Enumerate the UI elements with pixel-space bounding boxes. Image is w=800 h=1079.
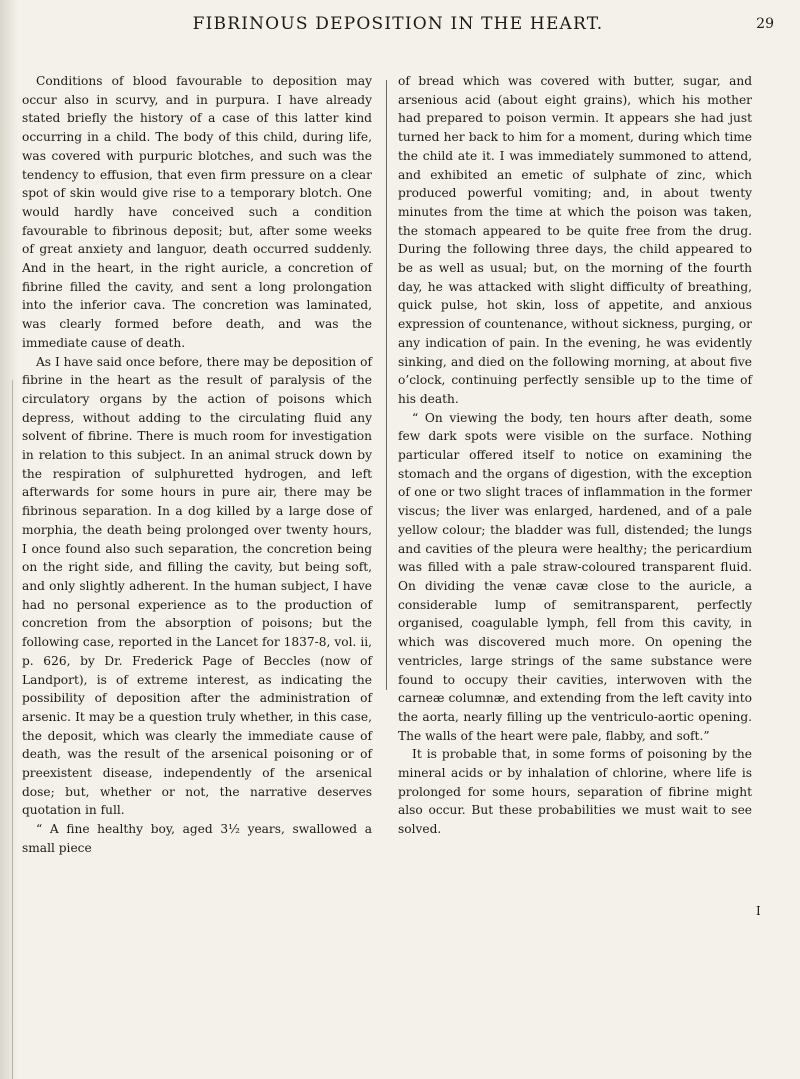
signature-mark: I <box>756 904 761 918</box>
running-title: FIBRINOUS DEPOSITION IN THE HEART. <box>192 14 604 34</box>
paragraph-conclusion: It is probable that, in some forms of poisoning by the mineral acids or by inhalation of chlorine, where life is prolonged for some hours, separation of fibrine might also occur. But these probabilities we must wait to see solved. <box>398 747 752 837</box>
paragraph-quotation-start: “ A fine healthy boy, aged 3½ years, swallowed a small piece <box>22 822 372 855</box>
page-number: 29 <box>756 16 774 32</box>
binding-edge-line <box>12 380 13 1079</box>
right-column <box>398 72 752 839</box>
paragraph-scurvy-purpura: Conditions of blood favourable to deposition may occur also in scurvy, and in purpura. I have already stated briefly the history of a case of this latter kind occurring in a child. The body of this child, during life, was covered with purpuric blotches, and such was the tendency to effusion, that even firm pressure on a clear spot of skin would give rise to a temporary blotch. One would hardly have conceived such a condition favourable to fibrinous deposit; but, after some weeks of great anxiety and languor, death occurred suddenly. And in the heart, in the right auricle, a concretion of fibrine filled the cavity, and sent a long prolongation into the inferior cava. The concretion was laminated, was clearly formed before death, and was the immediate cause of death. <box>22 74 372 350</box>
paragraph-poisons: As I have said once before, there may be deposition of fibrine in the heart as the result of paralysis of the circulatory organs by the action of poisons which depress, without adding to the circulating fluid any solvent of fibrine. There is much room for investigation in relation to this subject. In an animal struck down by the respiration of sulphuretted hydrogen, and left afterwards for some hours in pure air, there may be fibrinous separation. In a dog killed by a large dose of morphia, the death being prolonged over twenty hours, I once found also such separation, the concretion being on the right side, and filling the cavity, but being soft, and only slightly adherent. In the human subject, I have had no personal experience as to the production of concretion from the absorption of poisons; but the following case, reported in the Lancet for 1837-8, vol. ii, p. 626, by Dr. Frederick Page of Beccles (now of Landport), is of extreme interest, as indicating the possibility of deposition after the administration of arsenic. It may be a question truly whether, in this case, the deposit, which was clearly the immediate cause of death, was the result of the arsenical poisoning or of preexistent disease, independently of the arsenical dose; but, whether or not, the narrative deserves quotation in full. <box>22 354 372 818</box>
running-head <box>22 14 774 44</box>
paragraph-case-continued: of bread which was covered with butter, sugar, and arsenious acid (about eight grains), which his mother had prepared to poison vermin. It appears she had just turned her back to him for a moment, during which time the child ate it. I was immediately summoned to attend, and exhibited an emetic of sulphate of zinc, which produced powerful vomiting; and, in about twenty minutes from the time at which the poison was taken, the stomach appeared to be quite free from the drug. During the following three days, the child appeared to be as well as usual; but, on the morning of the fourth day, he was attacked with slight difficulty of breathing, quick pulse, hot skin, loss of appetite, and anxious expression of countenance, without sickness, purging, or any indication of pain. In the evening, he was evidently sinking, and died on the following morning, at about five o’clock, continuing perfectly sensible up to the time of his death. <box>398 74 752 406</box>
paragraph-post-mortem: “ On viewing the body, ten hours after death, some few dark spots were visible on the surface. Nothing particular offered itself to notice on examining the stomach and the organs of digestion, with the exception of one or two slight traces of inflammation in the former viscus; the liver was enlarged, hardened, and of a pale yellow colour; the bladder was full, distended; the lungs and cavities of the pleura were healthy; the pericardium was filled with a pale straw-coloured transparent fluid. On dividing the venæ cavæ close to the auricle, a considerable lump of semitransparent, perfectly organised, coagulable lymph, fell from this cavity, in which was discovered much more. On opening the ventricles, large strings of the same substance were found to occupy their cavities, interwoven with the carneæ columnæ, and extending from the left cavity into the aorta, nearly filling up the ventriculo-aortic opening. The walls of the heart were pale, flabby, and soft.” <box>398 410 752 743</box>
left-column <box>22 72 372 858</box>
column-divider <box>386 80 387 690</box>
page-edge-shadow <box>0 0 18 1079</box>
